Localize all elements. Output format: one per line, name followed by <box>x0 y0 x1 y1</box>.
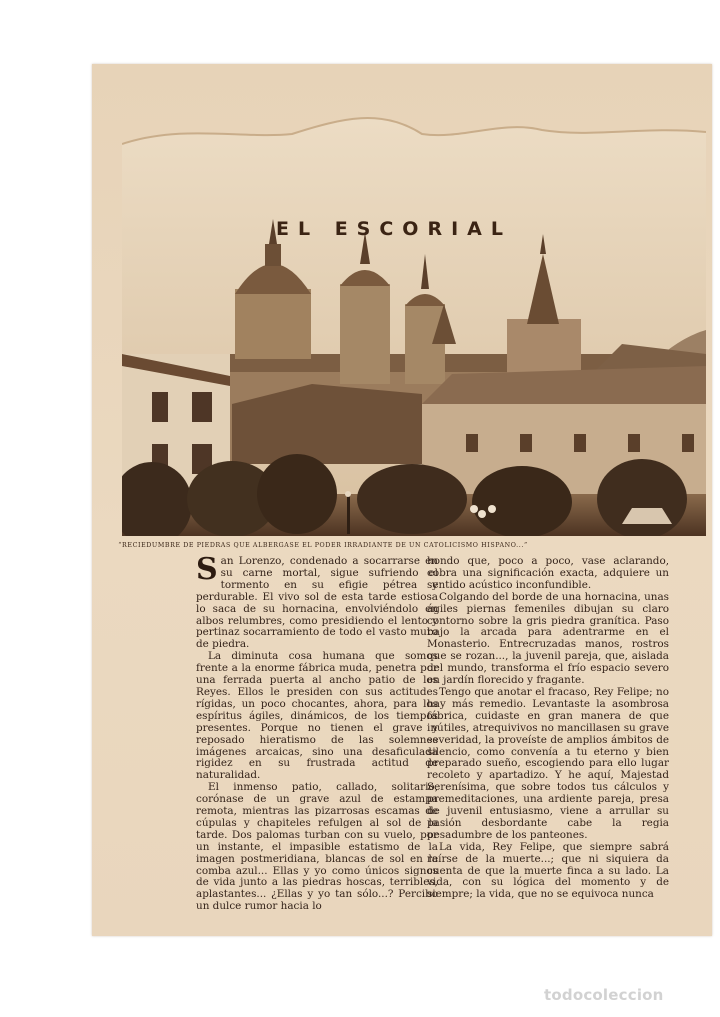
monastery-illustration <box>122 104 706 536</box>
article-column-right <box>427 556 669 901</box>
photo-caption: “RECIEDUMBRE DE PIEDRAS QUE ALBERGASE EL PODER IRRADIANTE DE UN CATOLICISMO HISPANO...” <box>118 542 528 549</box>
article-title: EL ESCORIAL <box>276 218 512 240</box>
watermark: todocoleccion <box>544 986 664 1004</box>
article-column-left <box>196 552 438 913</box>
paragraph: Tengo que anotar el fracaso, Rey Felipe; no hay más remedio. Levantaste la asombrosa fábrica, cuidaste en gran manera de que inútiles, atrequivivos no mancillasen su grave severidad, la proveíste de amplios ámbitos de silencio, como convenía a tu eterno y bien preparado sueño, escogiendo para ello lugar recoleto y apartadizo. Y he aquí, Majestad Serenísima, que sobre todos tus cálculos y premeditaciones, una ardiente pareja, presa de juvenil entusiasmo, viene a arrullar su pasión desbordante cabe la regia pesadumbre de los panteones. <box>427 685 669 841</box>
el-escorial-photo <box>122 104 706 536</box>
drop-cap: S <box>196 552 218 587</box>
paragraph: La vida, Rey Felipe, que siempre sabrá reírse de la muerte...; que ni siquiera da cuenta de que la muerte finca a su lado. La vida, con su lógica del momento y de siempre; la vida, que no se equivoca nunca <box>427 840 669 901</box>
paragraph-text: an Lorenzo, condenado a socarrarse en su carne mortal, sigue sufriendo el tormento en su efigie pétrea y perdurable. El vivo sol de esta tarde estiosa lo saca de su hornacina, envolviéndolo en albos relumbres, como presidiendo el lento y pertinaz socarramiento de todo el vasto muro de piedra. <box>196 555 438 651</box>
paragraph <box>196 552 438 651</box>
paragraph: La diminuta cosa humana que somos frente a la enorme fábrica muda, penetra por una ferrada puerta al ancho patio de los Reyes. Ellos le presiden con sus actitudes rígidas, un poco chocantes, ahora, para los espíritus ágiles, dinámicos, de los tiempos presentes. Porque no tienen el grave y reposado hieratismo de las solemnes imágenes arcaicas, sino una desaficulada rigidez en su frustrada actitud de naturalidad. <box>196 650 438 782</box>
paragraph: El inmenso patio, callado, solitario, corónase de un grave azul de estampa remota, mientras las pizarrosas escamas de cúpulas y chapiteles refulgen al sol de la tarde. Dos palomas turban con su vuelo, por un instante, el impasible estatismo de la imagen postmeridiana, blancas de sol en la comba azul... Ellas y yo como únicos signos de vida junto a las piedras hoscas, terribles, aplastantes... ¿Ellas y yo tan sólo...? Percibo un dulce rumor hacia lo <box>196 781 438 913</box>
paragraph: Colgando del borde de una hornacina, unas ágiles piernas femeniles dibujan su claro contorno sobre la gris piedra granítica. Paso bajo la arcada para adentrarme en el Monasterio. Entrecruzadas manos, rostros que se rozan..., la juvenil pareja, que, aislada del mundo, transforma el frío espacio severo en jardín florecido y fragante. <box>427 590 670 687</box>
paragraph: hondo que, poco a poco, vase aclarando, cobra una significación exacta, adquiere un sentido acústico inconfundible. <box>427 555 669 591</box>
